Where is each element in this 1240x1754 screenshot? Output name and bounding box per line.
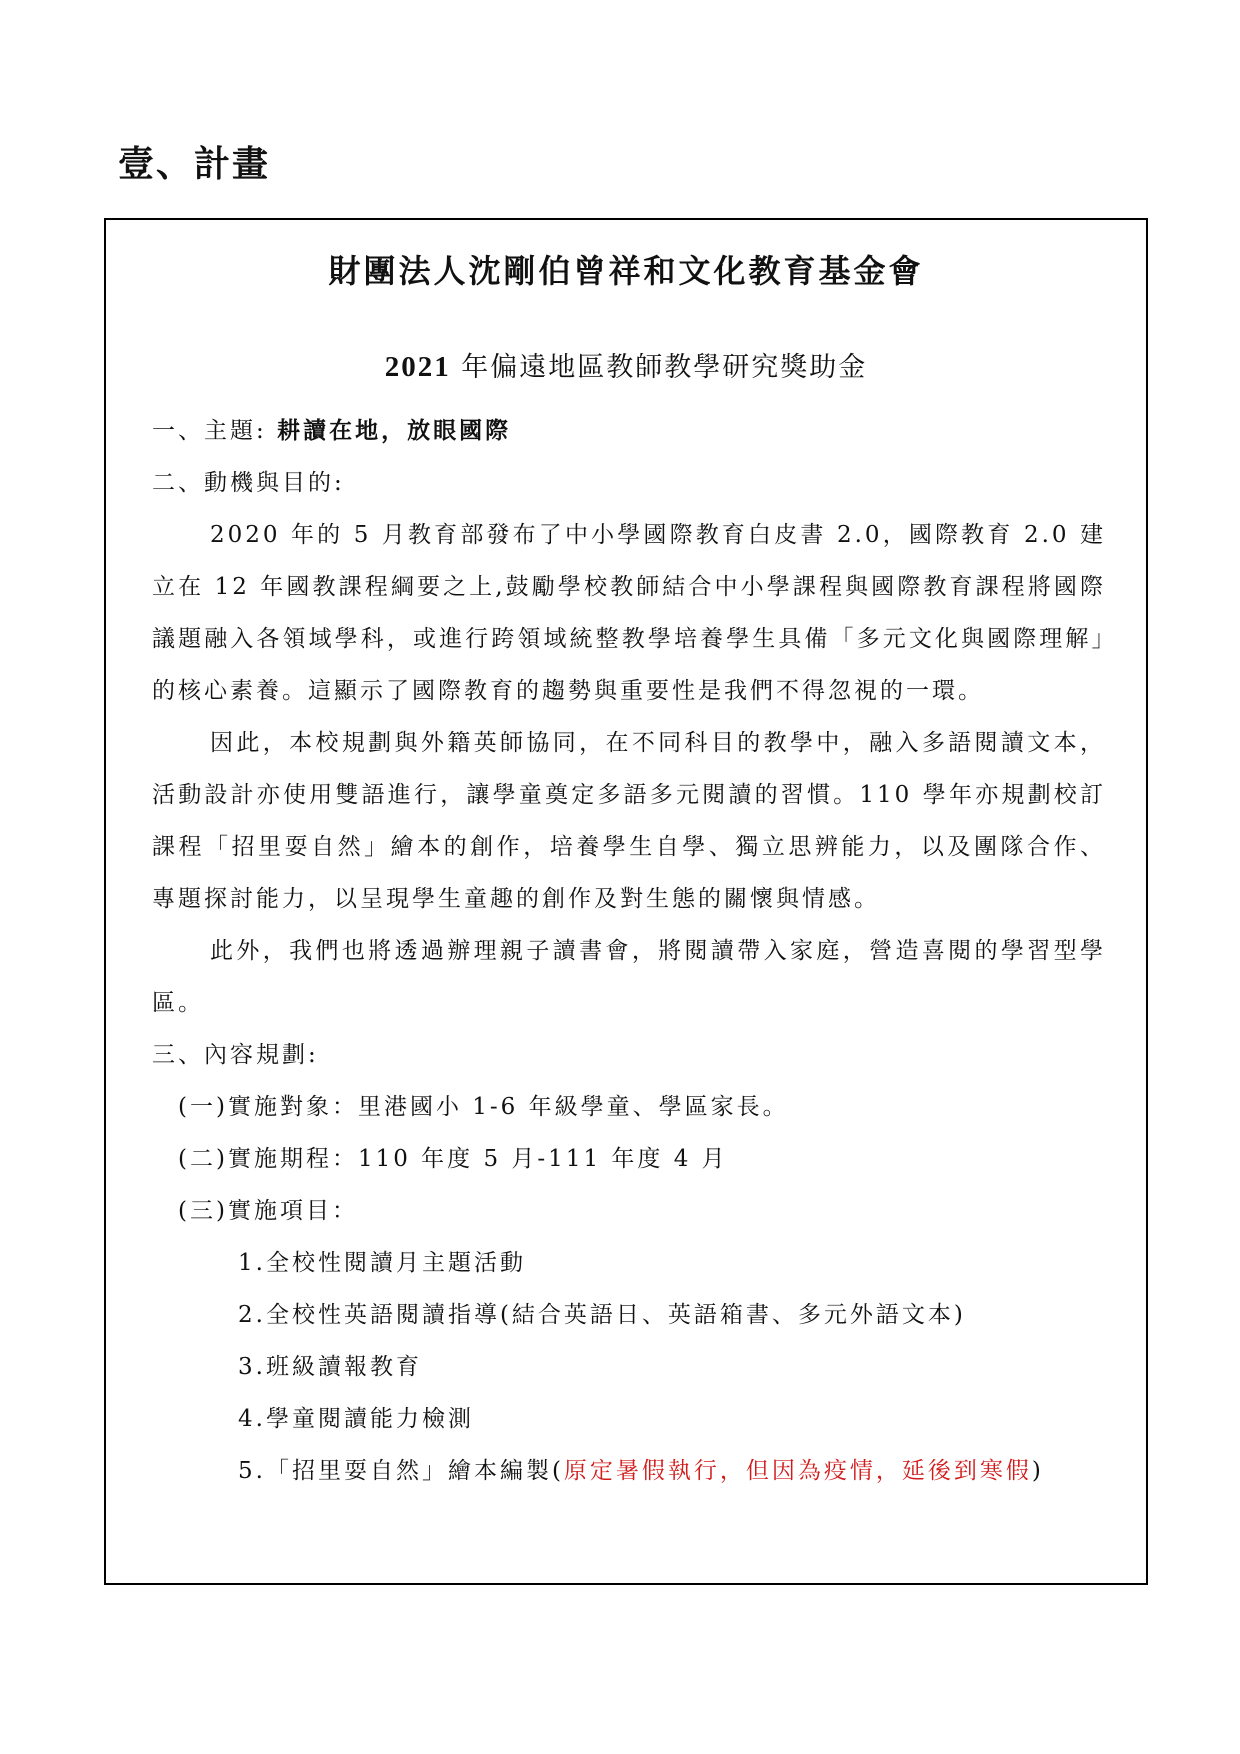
grant-title-text: 年偏遠地區教師教學研究獎助金 (450, 352, 868, 383)
item5-text: 5.「招里耍自然」繪本編製( (238, 1458, 564, 1484)
sub-item: (三)實施項目： (178, 1198, 358, 1224)
theme-label: 一、主題: (152, 418, 278, 444)
motive-heading: 二、動機與目的: (152, 470, 345, 496)
plan-content (152, 405, 1106, 1497)
plan-box (104, 218, 1148, 1585)
section-heading: 壹、計畫 (118, 144, 271, 185)
list-item: 3.班級讀報教育 (238, 1354, 422, 1380)
org-title: 財團法人沈剛伯曾祥和文化教育基金會 (328, 252, 924, 290)
paragraph: 因此，本校規劃與外籍英師協同，在不同科目的教學中，融入多語閱讀文本，活動設計亦使用雙語進行，讓學童奠定多語多元閱讀的習慣。110 學年亦規劃校訂課程「招里耍自然」繪本的創作，培養學生自學、獨立思辨能力，以及團隊合作、專題探討能力，以呈現學生童趣的創作及對生態的關懷與情感。 (152, 730, 1106, 912)
theme-value: 耕讀在地，放眼國際 (277, 417, 512, 444)
content-heading: 三、內容規劃: (152, 1042, 319, 1068)
paragraph: 此外，我們也將透過辦理親子讀書會，將閱讀帶入家庭，營造喜閱的學習型學區。 (152, 938, 1106, 1016)
list-item: 2.全校性英語閱讀指導(結合英語日、英語箱書、多元外語文本) (238, 1302, 966, 1328)
sub-item: (二)實施期程：110 年度 5 月-111 年度 4 月 (178, 1146, 728, 1172)
postponed-note: 原定暑假執行，但因為疫情，延後到寒假 (563, 1458, 1032, 1484)
grant-title (106, 345, 1146, 384)
list-item-5 (152, 1445, 1106, 1497)
paragraph: 2020 年的 5 月教育部發布了中小學國際教育白皮書 2.0，國際教育 2.0 建立在 12 年國教課程綱要之上,鼓勵學校教師結合中小學課程與國際教育課程將國際議題融入各領域學科，或進行跨領域統整教學培養學生具備「多元文化與國際理解」的核心素養。這顯示了國際教育的趨勢與重要性是我們不得忽視的一環。 (152, 522, 1106, 704)
list-item: 1.全校性閱讀月主題活動 (238, 1250, 526, 1276)
sub-item: (一)實施對象：里港國小 1-6 年級學童、學區家長。 (178, 1094, 789, 1120)
list-item: 4.學童閱讀能力檢測 (238, 1406, 474, 1432)
item5-close: ) (1031, 1458, 1044, 1484)
grant-year: 2021 (384, 351, 451, 383)
theme-line (152, 405, 1106, 457)
